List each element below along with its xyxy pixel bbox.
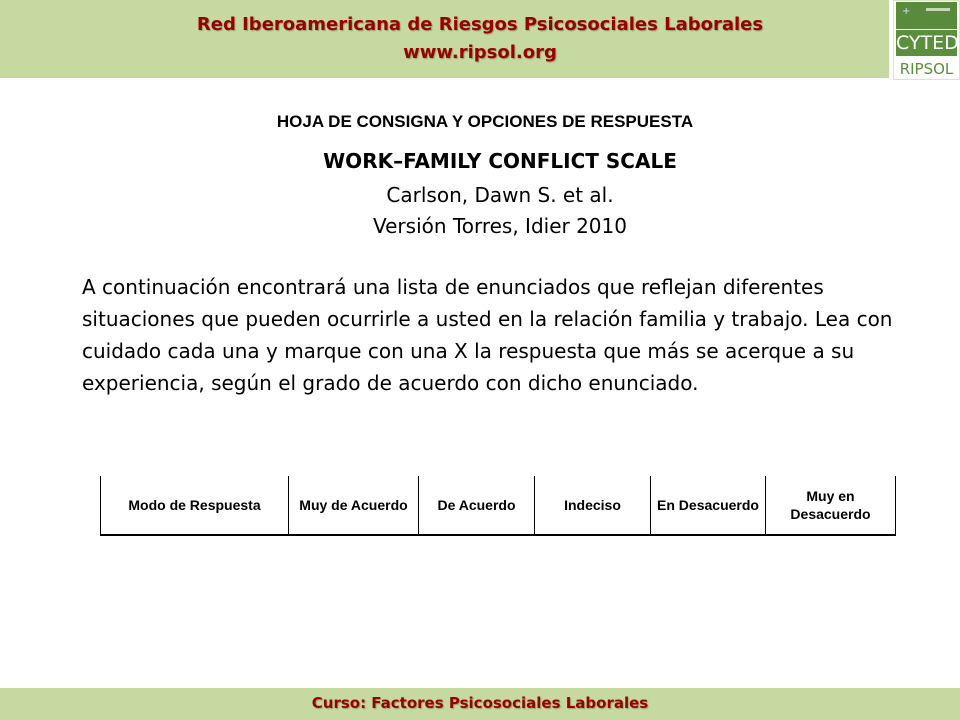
authors: Carlson, Dawn S. et al. <box>386 183 614 207</box>
logo-small-text-mark <box>926 8 950 11</box>
option-muy-de-acuerdo: Muy de Acuerdo <box>289 476 419 535</box>
response-mode-label: Modo de Respuesta <box>101 476 289 535</box>
cyted-ripsol-logo <box>893 0 960 80</box>
response-options-table <box>100 476 896 536</box>
logo-top-panel <box>896 2 957 29</box>
sheet-title: HOJA DE CONSIGNA Y OPCIONES DE RESPUESTA <box>276 112 694 131</box>
option-de-acuerdo: De Acuerdo <box>419 476 535 535</box>
logo-cyted-text: CYTED <box>896 32 959 54</box>
option-en-desacuerdo: En Desacuerdo <box>651 476 766 535</box>
instructions-paragraph: A continuación encontrará una lista de enunciados que reflejan diferentes situaciones que pueden ocurrirle a usted en la relación familia y trabajo. Lea con cuidado cada una y marque con una X la respuesta que más se acerque a su experiencia, según el grado de acuerdo con dicho enunciado. <box>82 275 893 395</box>
table-row <box>101 476 896 535</box>
logo-cross-icon: + <box>902 6 911 17</box>
course-footer: Curso: Factores Psicosociales Laborales <box>311 694 649 712</box>
organization-url: www.ripsol.org <box>403 42 557 63</box>
option-muy-en-desacuerdo: Muy en Desacuerdo <box>766 476 896 535</box>
scale-title: WORK–FAMILY CONFLICT SCALE <box>323 149 677 173</box>
header-band <box>0 0 889 78</box>
option-indeciso: Indeciso <box>535 476 651 535</box>
organization-name: Red Iberoamericana de Riesgos Psicosociales Laborales <box>196 14 764 35</box>
version: Versión Torres, Idier 2010 <box>373 214 627 238</box>
logo-ripsol-text: RIPSOL <box>899 60 954 78</box>
